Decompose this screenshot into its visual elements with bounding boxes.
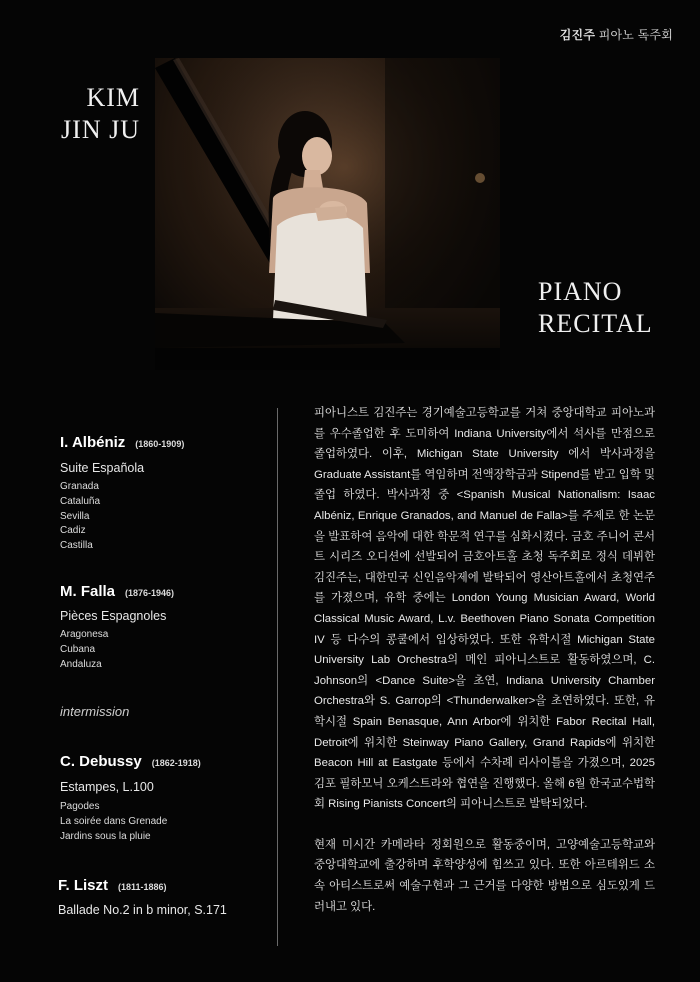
program-composer-falla <box>60 583 174 601</box>
movement-item: Jardins sous la pluie <box>60 830 151 842</box>
composer-years: (1862-1918) <box>151 758 201 768</box>
movement-item: Castilla <box>60 540 93 552</box>
composer-years: (1811-1886) <box>118 882 167 892</box>
composer-years: (1876-1946) <box>125 588 175 598</box>
header-title-event: 피아노 독주회 <box>598 28 673 42</box>
work-title: Suite Española <box>60 461 145 475</box>
recital-title-line2: RECITAL <box>538 309 653 338</box>
intermission-label: intermission <box>60 704 130 719</box>
work-title: Estampes, L.100 <box>60 780 154 794</box>
composer-name: I. Albéniz <box>60 434 126 451</box>
movement-item: Cataluña <box>60 495 101 507</box>
column-divider <box>277 408 278 946</box>
performer-name-english <box>52 82 140 146</box>
biography-paragraph: 피아니스트 김진주는 경기예술고등학교를 거쳐 중앙대학교 피아노과를 우수졸업한 후 도미하여 Indiana University에서 석사를 만점으로 졸업하였다. 이후, Michigan State University 에서 박사과정을 Graduate Assistant를 역임하며 전액장학금과 Stipend를 받고 입학 및 졸업 하였다. 박사과정 중 <Spanish Musical Nationalism: Isaac Albéniz, Enrique Granados, and Manuel de Falla>를 주제로 한 논문을 발표하여 음악에 대한 학문적 연구를 심화시켰다. 금호 주니어 콘서트 시리즈 오디션에 선발되어 금호아트홀 초청 독주회로 정식 데뷔한 김진주는, 대한민국 신인음악제에 발탁되어 영산아트홀에서 초청연주를 가졌으며, 유학 중에는 London Young Musician Award, World Classical Music Award, L.v. Beethoven Piano Sonata Competition IV 등 다수의 콩쿨에서 입상하였다. 또한 유학시절 Michigan State University Lab Orchestra의 메인 피아니스트로 활동하였으며, C. Johnson의 <Dance Suite>을 초연, Indiana University Chamber Orchestra와 S. Garrop의 <Thunderwalker>을 초연하였다. 또한, 유학시절 Spain Benasque, Ann Arbor에 위치한 Fabor Recital Hall, Detroit에 위치한 Steinway Piano Gallery, Grand Rapids에 위치한 Beacon Hill at Eastgate 등에서 수차례 리사이틀을 가졌으며, 2025 김포 필하모닉 오케스트라와 협연을 진행했다. 올해 6월 한국교수법학회 Rising Pianists Concert의 피아니스트로 발탁되었다. <box>314 407 655 811</box>
composer-years: (1860-1909) <box>135 439 185 449</box>
movement-list <box>60 628 108 672</box>
recital-title <box>538 276 653 340</box>
header-title-name: 김진주 <box>559 28 596 42</box>
movement-item: Pagodes <box>60 801 100 812</box>
work-title: Ballade No.2 in b minor, S.171 <box>58 903 227 917</box>
movement-item: La soirée dans Grenade <box>60 815 168 827</box>
movement-item: Granada <box>60 481 99 492</box>
movement-list <box>60 480 100 554</box>
biography <box>314 403 655 917</box>
program-composer-liszt <box>58 877 167 895</box>
composer-name: M. Falla <box>60 583 116 600</box>
pianist-photo <box>155 58 500 370</box>
work-title: Pièces Espagnoles <box>60 609 167 623</box>
movement-list <box>60 800 167 844</box>
movement-item: Andaluza <box>60 658 102 670</box>
movement-item: Aragonesa <box>60 629 109 640</box>
composer-name: F. Liszt <box>58 877 109 894</box>
movement-item: Sevilla <box>60 510 90 522</box>
recital-title-line1: PIANO <box>538 277 623 306</box>
program-composer-albeniz <box>60 434 184 452</box>
biography-paragraph: 현재 미시간 카메라타 정회원으로 활동중이며, 고양예술고등학교와 중앙대학교에 출강하며 후학양성에 힘쓰고 있다. 또한 아르테위드 소속 아티스트로써 예술구현과 그 근거를 다양한 방법으로 심도있게 드러내고 있다. <box>314 838 655 913</box>
movement-item: Cadiz <box>60 525 86 537</box>
performer-name-line1: KIM <box>86 83 140 112</box>
composer-name: C. Debussy <box>60 753 142 770</box>
movement-item: Cubana <box>60 643 96 655</box>
pianist-illustration <box>155 58 500 370</box>
program-composer-debussy <box>60 753 201 771</box>
performer-name-line2: JIN JU <box>61 115 140 144</box>
header-title <box>560 26 673 43</box>
